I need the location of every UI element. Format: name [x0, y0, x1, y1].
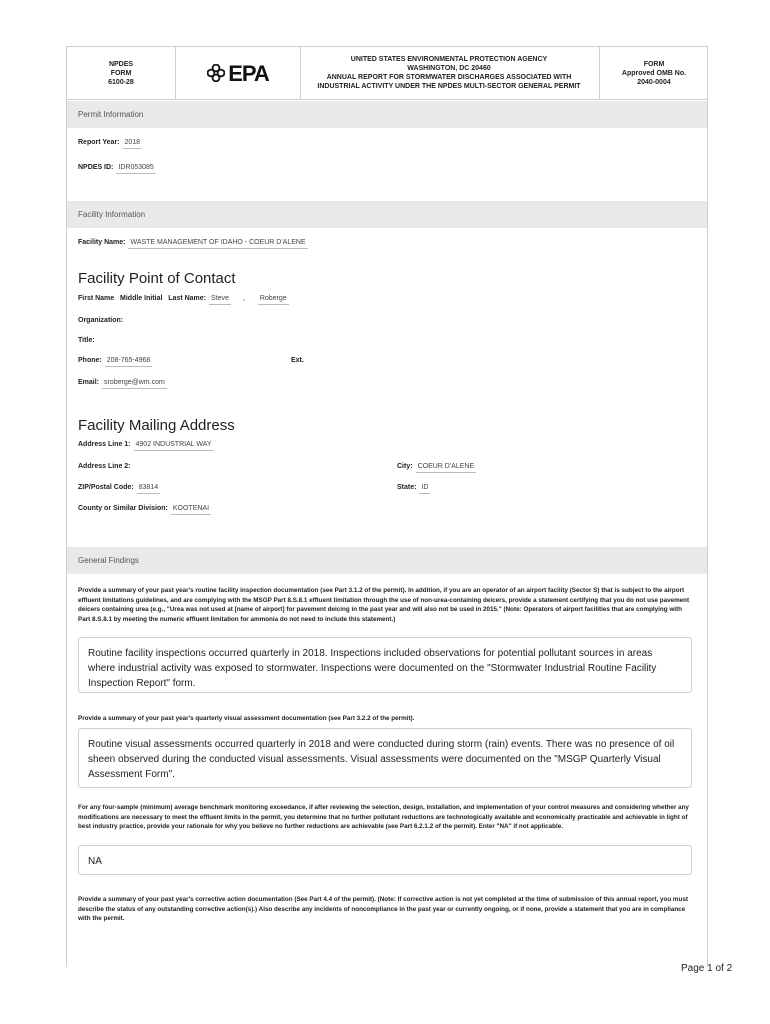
last-name-label: Last Name: — [168, 295, 206, 302]
city-row — [397, 463, 476, 470]
form-label-form: FORM — [110, 69, 132, 77]
state-row — [397, 484, 430, 491]
npdes-id-field[interactable]: IDR053085 — [116, 164, 155, 174]
address-line1-row — [78, 441, 214, 448]
phone-label: Phone: — [78, 357, 102, 364]
facility-info-section-header: Facility Information — [67, 201, 707, 228]
email-field[interactable]: sroberge@wm.com — [102, 379, 167, 389]
report-title-line1: ANNUAL REPORT FOR STORMWATER DISCHARGES ASSOCIATED WITH — [326, 74, 572, 81]
ext-label: Ext. — [291, 357, 304, 364]
address-line2-label: Address Line 2: — [78, 463, 131, 470]
inspection-answer-field[interactable]: Routine facility inspections occurred quarterly in 2018. Inspections included observations for potential pollutant sources in areas where industrial activity was exposed to stormwater. Inspections were documented on the "Stormwater Industrial Routine Facility Inspection Report" form. — [78, 637, 692, 693]
address-line1-field[interactable]: 4902 INDUSTRIAL WAY — [134, 441, 214, 451]
agency-title — [299, 47, 599, 99]
first-name-field[interactable]: Steve — [209, 295, 231, 305]
permit-info-section-header: Permit Information — [67, 101, 707, 128]
county-row — [78, 505, 211, 512]
city-label: City: — [397, 463, 413, 470]
form-page — [66, 46, 708, 967]
visual-assessment-answer-field[interactable]: Routine visual assessments occurred quarterly in 2018 and were conducted during storm (rain) events. There was no presence of oil sheen observed during the conducted visual assessments. Visual assessments were documented on the "MSGP Quarterly Visual Assessment Form". — [78, 728, 692, 788]
mailing-address-heading: Facility Mailing Address — [78, 417, 235, 434]
email-label: Email: — [78, 379, 100, 386]
omb-approved-label: Approved OMB No. — [621, 69, 687, 77]
corrective-action-question: Provide a summary of your past year's corrective action documentation (See Part 4.4 of the permit). (Note: If corrective action is not yet completed at the time of submission of this annual report, you must describe the status of any outstanding corrective action(s).) Also describe any incidents of noncompliance in the past year or currently ongoing, or if none, provide a statement that you are in compliance with the permit. — [78, 896, 688, 922]
form-label-number: 6100-28 — [108, 78, 134, 86]
epa-logo — [175, 47, 301, 99]
general-findings-section-header: General Findings — [67, 547, 707, 574]
npdes-id-row — [78, 164, 156, 171]
zip-field[interactable]: 83814 — [137, 484, 160, 494]
npdes-id-label: NPDES ID: — [78, 164, 114, 171]
first-name-label: First Name — [78, 295, 115, 302]
form-label-npdes: NPDES — [108, 60, 134, 68]
phone-row — [78, 357, 152, 364]
form-number-cell — [67, 47, 175, 99]
state-label: State: — [397, 484, 417, 491]
epa-flower-icon — [207, 64, 225, 82]
report-year-field[interactable]: 2018 — [123, 139, 143, 149]
form-header — [67, 47, 707, 100]
agency-city: WASHINGTON, DC 20460 — [407, 65, 491, 72]
phone-field[interactable]: 208-765-4968 — [105, 357, 153, 367]
benchmark-answer-field[interactable]: NA — [78, 845, 692, 875]
facility-name-label: Facility Name: — [78, 239, 126, 246]
omb-form-label: FORM — [643, 60, 665, 68]
county-label: County or Similar Division: — [78, 505, 168, 512]
inspection-question: Provide a summary of your past year's routine facility inspection documentation (see Part 3.1.2 of the permit). In addition, if you are an operator of an airport facility (Sector S) that is subject to the airport effluent limitations guidelines, and are complying with the MSGP Part 8.S.8.1 effluent limitation through the use of non-urea-containing deicers, provide a statement certifying that you do not use pavement deicers containing urea (e.g., "Urea was not used at [name of airport] for pavement deicing in the past year and will also not be used in 2015." (Note: Operators of airport facilities that are complying with Part 8.S.8.1 by meeting the numeric effluent limitation for ammonia do not need to include this statement.) — [78, 587, 690, 623]
report-title-line2: INDUSTRIAL ACTIVITY UNDER THE NPDES MULTI-SECTOR GENERAL PERMIT — [317, 83, 581, 90]
agency-name: UNITED STATES ENVIRONMENTAL PROTECTION AGENCY — [350, 56, 548, 63]
middle-initial-label: Middle Initial — [120, 295, 163, 302]
name-separator: , — [242, 295, 245, 302]
report-year-label: Report Year: — [78, 139, 120, 146]
city-field[interactable]: COEUR D'ALENE — [416, 463, 477, 473]
page-number: Page 1 of 2 — [681, 963, 733, 974]
organization-label: Organization: — [78, 317, 124, 324]
title-label: Title: — [78, 337, 95, 344]
zip-label: ZIP/Postal Code: — [78, 484, 134, 491]
zip-row — [78, 484, 160, 491]
report-year-row — [78, 139, 142, 146]
county-field[interactable]: KOOTENAI — [171, 505, 211, 515]
epa-logo-text: EPA — [228, 60, 269, 86]
email-row — [78, 379, 167, 386]
state-field[interactable]: ID — [419, 484, 430, 494]
point-of-contact-heading: Facility Point of Contact — [78, 270, 236, 287]
omb-cell — [599, 47, 708, 99]
benchmark-question: For any four-sample (minimum) average benchmark monitoring exceedance, if after reviewing the selection, design, installation, and implementation of your control measures and considering whether any modifications are necessary to meet the effluent limits in the permit, you determine that no further pollutant reductions are technologically available and economically practicable and achievable in light of best industry practice, provide your rationale for why you believe no further reductions are achievable (see Part 6.2.1.2 of the permit). Enter "NA" if not applicable. — [78, 804, 689, 830]
omb-number: 2040-0004 — [637, 78, 671, 86]
contact-name-row — [78, 295, 289, 302]
visual-assessment-question: Provide a summary of your past year's quarterly visual assessment documentation (see Part 3.2.2 of the permit). — [78, 715, 415, 722]
facility-name-row — [78, 239, 308, 246]
address-line1-label: Address Line 1: — [78, 441, 131, 448]
last-name-field[interactable]: Roberge — [258, 295, 289, 305]
facility-name-field[interactable]: WASTE MANAGEMENT OF IDAHO - COEUR D'ALENE — [128, 239, 307, 249]
